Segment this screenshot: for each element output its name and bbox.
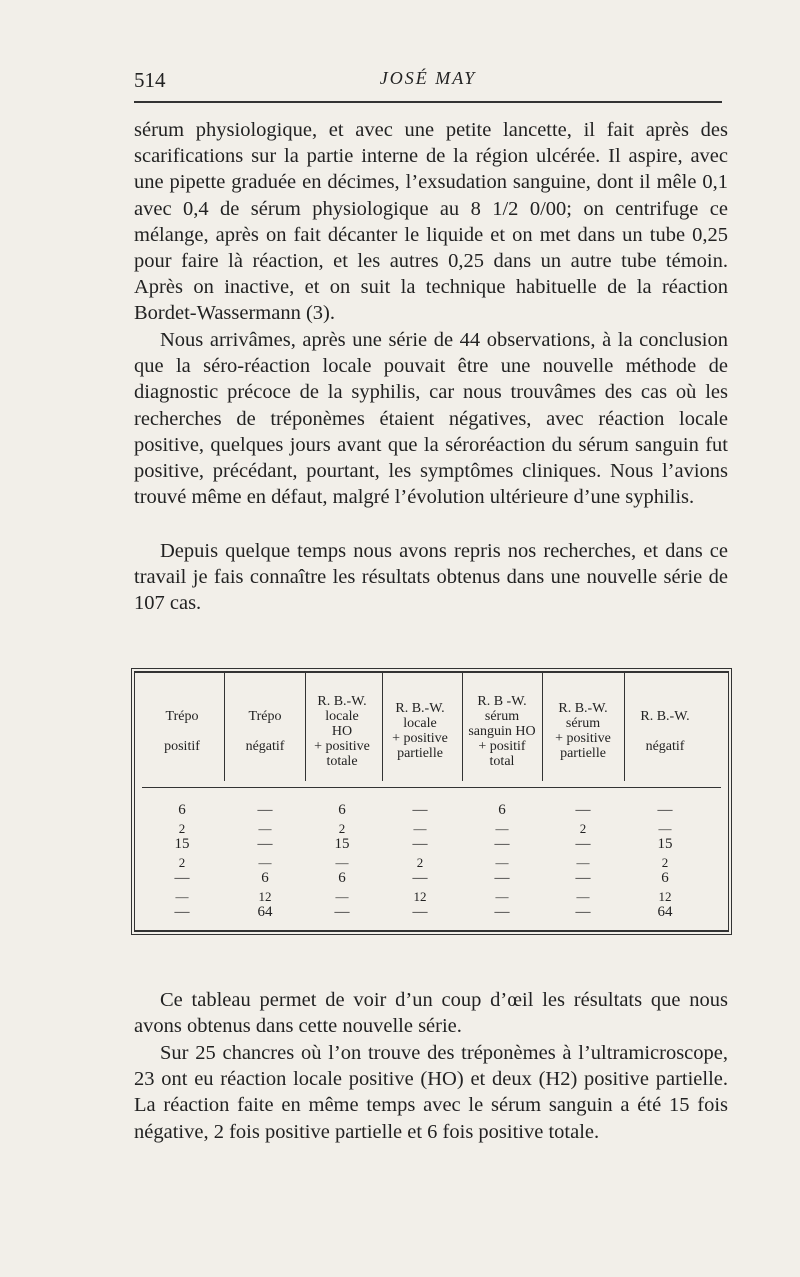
table-cell: — <box>495 855 509 870</box>
table-cell: — <box>575 802 591 818</box>
table-cell: — <box>576 855 590 870</box>
table-cell: — <box>575 870 591 886</box>
paragraph-5: Sur 25 chancres où l’on trouve des tréponèmes à l’ultramicroscope, 23 ont eu réaction locale positive (HO) et deux (H2) positive partielle. La réaction faite en même temps avec le sérum sanguin a été 15 fois négative, 2 fois positive partielle et 6 fois positive totale. <box>134 1042 728 1143</box>
column-header-line: + positive <box>555 731 611 746</box>
table-cell: — <box>257 802 273 818</box>
column-header-line: Trépo <box>248 708 282 724</box>
table-cell: — <box>334 904 350 920</box>
table-cell: 6 <box>178 802 186 818</box>
column-header-line: + positive <box>314 738 370 754</box>
header-rule <box>134 101 722 103</box>
column-header-line: sérum <box>484 708 520 724</box>
table-cell: 2 <box>178 855 186 870</box>
table-cell: 2 <box>579 821 587 836</box>
column-header-line <box>142 724 222 739</box>
column-header-line: négatif <box>645 738 685 754</box>
table-cell: — <box>257 836 273 852</box>
table-cell: — <box>412 802 428 818</box>
table-cell: 6 <box>338 802 346 818</box>
table-cell: — <box>494 870 510 886</box>
page-number: 514 <box>134 68 166 92</box>
paragraph-1: sérum physiologique, et avec une petite lancette, il fait après des scarifications sur la partie interne de la région ulcérée. Il aspire, avec une pipette graduée en décimes, l’exsudation sanguine, dont il mêle 0,1 avec 0,4 de sérum physiologique au 8 1/2 0/00; on centrifuge ce mélange, après on fait décanter le liquide et on met dans un tube 0,25 pour faire là réaction, et les autres 0,25 dans un autre tube témoin. Après on inactive, et on suit la technique habituelle de la réaction Bordet-Wassermann (3). <box>134 119 728 325</box>
column-header-line <box>225 724 305 739</box>
paragraph-4: Ce tableau permet de voir d’un coup d’œil les résultats que nous avons obtenus dans cette nouvelle série. <box>134 989 728 1038</box>
table-cell: 12 <box>413 889 427 904</box>
table-cell: 64 <box>257 904 273 920</box>
table-cell: — <box>576 889 590 904</box>
column-header-line: totale <box>326 753 358 769</box>
column-header-line: R. B -W. <box>477 693 527 709</box>
column-header-line: R. B.-W. <box>640 708 690 724</box>
table-cell: — <box>412 904 428 920</box>
column-header-line: total <box>489 753 515 769</box>
column-header-line: + positive <box>392 731 448 746</box>
header-rule-line <box>142 787 721 788</box>
table-cell: — <box>494 904 510 920</box>
table-cell: 15 <box>334 836 350 852</box>
column-header-line: Trépo <box>165 708 199 724</box>
table-cell: — <box>657 802 673 818</box>
column-header-line: négatif <box>245 738 285 754</box>
page-header <box>134 68 722 98</box>
paragraph-2: Nous arrivâmes, après une série de 44 observations, à la conclusion que la séro-réaction locale pouvait être une nouvelle méthode de diagnostic précoce de la syphilis, car nous trouvâmes des cas où les recherches de tréponèmes étaient négatives, avec réaction locale positive, quelques jours avant que la séroréaction du sérum sanguin fut positive, précédant, pourtant, les symptômes cliniques. Nous l’avions trouvé même en défaut, malgré l’évolution ultérieure d’une syphilis. <box>134 329 728 509</box>
table-cell: — <box>658 821 672 836</box>
table-cell: — <box>413 821 427 836</box>
table-cell: — <box>495 821 509 836</box>
column-header-line <box>625 724 705 739</box>
column-header <box>543 681 623 781</box>
results-table <box>131 668 732 935</box>
table-cell: 2 <box>178 821 186 836</box>
table-cell: — <box>335 855 349 870</box>
column-header-line: HO <box>331 723 353 739</box>
table-cell: — <box>175 889 189 904</box>
table-cell: 6 <box>338 870 346 886</box>
running-title: JOSÉ MAY <box>379 68 477 88</box>
table-cell: 6 <box>498 802 506 818</box>
column-header-line: partielle <box>560 746 606 761</box>
column-header-line: positif <box>164 738 200 754</box>
table-cell: 15 <box>657 836 673 852</box>
table-cell: — <box>575 836 591 852</box>
table-cell: — <box>258 821 272 836</box>
table-cell: 6 <box>661 870 669 886</box>
table-cell: — <box>494 836 510 852</box>
column-header-line: sérum <box>565 716 601 731</box>
table-cell: 12 <box>258 889 272 904</box>
column-header-line: partielle <box>397 746 443 761</box>
table-cell: 2 <box>661 855 669 870</box>
column-header-line: locale <box>403 716 437 731</box>
paragraph-3: Depuis quelque temps nous avons repris nos recherches, et dans ce travail je fais connaître les résultats obtenus dans une nouvelle série de 107 cas. <box>134 540 728 615</box>
column-header <box>462 681 542 781</box>
table-cell: — <box>575 904 591 920</box>
column-header <box>625 681 705 781</box>
column-header-line: R. B.-W. <box>317 693 367 709</box>
table-cell: 2 <box>416 855 424 870</box>
table-cell: 12 <box>658 889 672 904</box>
table-cell: — <box>258 855 272 870</box>
table-cell: 6 <box>261 870 269 886</box>
column-header <box>302 681 382 781</box>
column-header <box>225 681 305 781</box>
column-header-line: sanguin HO <box>468 723 536 739</box>
table-cell: — <box>174 904 190 920</box>
table-cell: — <box>335 889 349 904</box>
table-cell: — <box>495 889 509 904</box>
table-cell: 2 <box>338 821 346 836</box>
column-header-line: locale <box>325 708 359 724</box>
column-header <box>380 681 460 781</box>
table-cell: 64 <box>657 904 673 920</box>
column-header <box>142 681 222 781</box>
column-header-line: + positif <box>478 738 526 754</box>
table-cell: — <box>412 870 428 886</box>
table-cell: — <box>412 836 428 852</box>
column-header-line: R. B.-W. <box>395 701 445 716</box>
table-cell: — <box>174 870 190 886</box>
table-cell: 15 <box>174 836 190 852</box>
column-header-line: R. B.-W. <box>558 701 608 716</box>
